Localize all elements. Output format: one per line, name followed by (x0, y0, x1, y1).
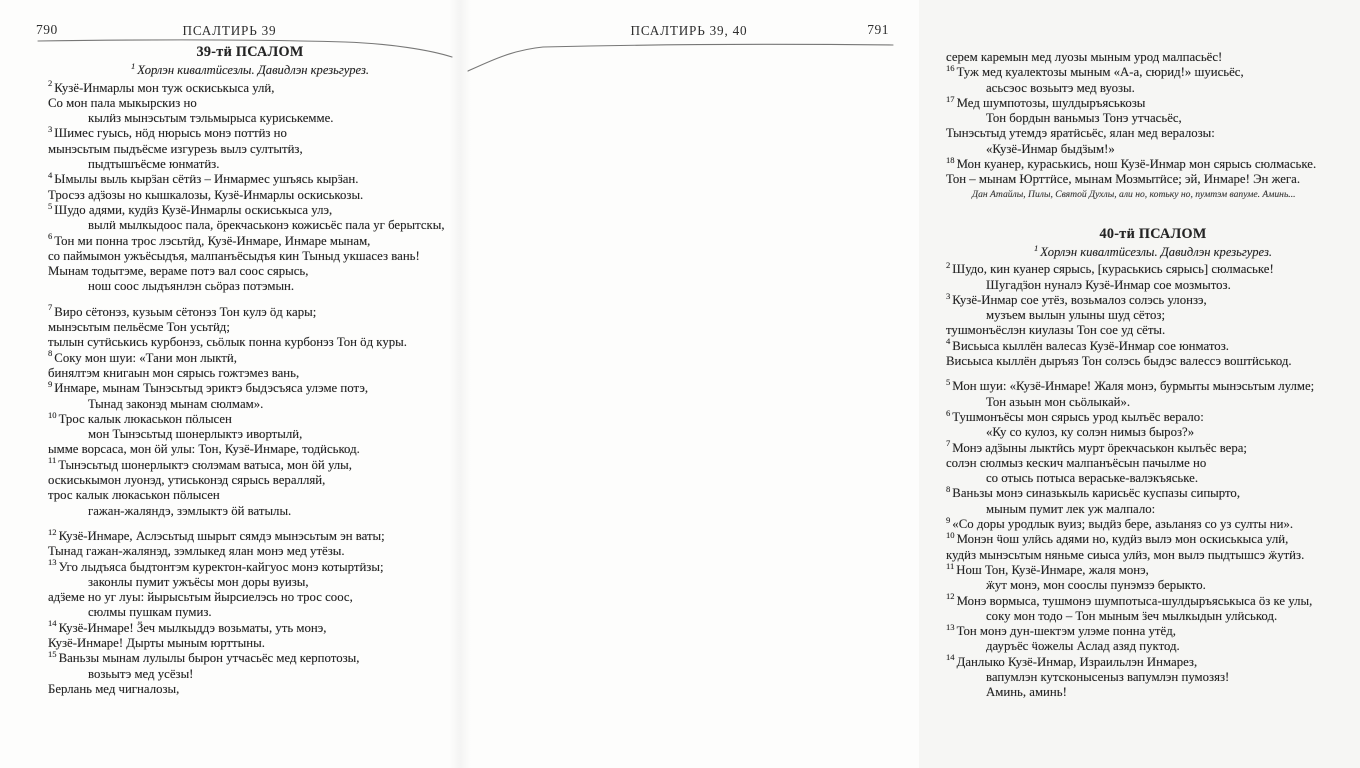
page-right (459, 0, 1317, 768)
stanza-spacer (946, 369, 1360, 379)
running-head-left: ПСАЛТИРЬ 39 (182, 23, 277, 38)
verse-line: оскиськымон луонэд, утиськонэд сярысь вералляй, (48, 473, 326, 488)
verse-number: 8 (48, 348, 53, 359)
stanza-spacer (48, 295, 452, 305)
verse-number: 2 (946, 260, 951, 270)
verse-line: $^{13}$ Тон монэ дун-шектэм улэме понна утёд, (946, 621, 1176, 639)
verse-line: Тынад гажан-жалянэд, зэмлыкед ялан монэ мед утёзы. (48, 544, 345, 559)
verse-line: $^{10}$ Трос калык люкаськон пӧлысен (48, 409, 232, 426)
verse-line: Кузё-Инмаре! Дырты мыным юрттыны. (48, 635, 265, 650)
verse-line: Тынэсьтыд утемдэ яратӥсьёс, ялан мед вералозы: (946, 126, 1215, 141)
verse-line: Мынам тодытэме, вераме потэ вал соос сярысь, (48, 264, 309, 279)
running-head-right: ПСАЛТИРЬ 39, 40 (630, 23, 748, 38)
verse-line: тылын сутӥськись курбонэз, сьӧлык понна курбонэз Тон ӧд куры. (48, 335, 407, 350)
verse-line: $^{17}$ Мед шумпотозы, шулдыръяськозы (946, 93, 1146, 110)
section-gap (946, 202, 1360, 226)
verse-line: пыдтышъёсме юнматӥз. (88, 157, 220, 172)
verse-number: 13 (946, 621, 955, 632)
verse-number: 14 (48, 618, 57, 629)
left-page-content (48, 44, 452, 697)
verse-number: 11 (48, 455, 57, 466)
verse-line: Тынад законэд мынам сюлмам». (88, 396, 264, 411)
verse-line: дауръёс ӵожелы Аслад азяд пуктод. (986, 639, 1180, 654)
verse-number: 7 (48, 302, 53, 313)
verse-line: $^{18}$ Мон куанер, кураськись, нош Кузё-Инмар мон сярысь сюлмаське. (946, 154, 1317, 172)
verse-line: бинялтэм книгаын мон сярысь гожтэмез вань, (48, 365, 300, 380)
verse-line: со отысь потыса вераське-валэкъяське. (986, 471, 1199, 486)
verse-line: $^8$ Соку мон шуи: «Тани мон лыктӥ, (48, 348, 237, 365)
verse-line: кудӥз мынэсьтым няньме сиыса улӥз, мон вылэ пыдтышсэ ӝутӥз. (946, 547, 1305, 562)
verse-number: 9 (946, 514, 951, 525)
verse-line: мон Тынэсьтыд шонерлыктэ ивортылӥ, (88, 427, 303, 442)
verse-line: Тон бордын ваньмыз Тонэ утчасьёс, (986, 111, 1182, 126)
verse-number: 16 (946, 63, 955, 74)
verse-line: $^{11}$ Нош Тон, Кузё-Инмаре, жаля монэ, (946, 560, 1149, 577)
verse-number: 2 (48, 78, 53, 89)
page-number-left: 790 (36, 22, 58, 37)
verse-number: 6 (48, 231, 53, 242)
verse-line: трос калык люкаськон пӧлысен (48, 488, 220, 503)
verse-line: $^7$ Монэ адӟыны лыктӥсь мурт ӧрекчаськон кылъёс вера; (946, 438, 1247, 455)
verse-number: 7 (946, 438, 951, 449)
verse-line: законлы пумит ужъёсы мон доры вуизы, (88, 574, 309, 589)
verse-number: 10 (48, 409, 57, 420)
verse-line: вапумлэн кутсконысеныз вапумлэн пумозяз! (986, 669, 1230, 684)
verse-line: $^9$ Инмаре, мынам Тынэсьтыд эриктэ быдэсъяса улэме потэ, (48, 378, 369, 396)
verse-number: 9 (48, 378, 53, 389)
verse-line: «Кузё-Инмар быдӟым!» (986, 141, 1115, 156)
psalm-subtitle: $^1$ Хорлэн кивалтӥсезлы. Давидлэн крезьгурез. (130, 61, 370, 78)
psalm-title: 40-тӥ ПСАЛОМ (1099, 225, 1207, 242)
verse-line: $^{16}$ Туж мед куалектозы мыным «А-а, сюрид!» шуисьёс, (946, 63, 1244, 80)
verse-number: 10 (946, 530, 955, 541)
verse-number: 13 (48, 557, 57, 568)
verse-line: Шугадӟон нуналэ Кузё-Инмар сое мозмытоз. (986, 277, 1231, 292)
verse-number: 4 (48, 170, 53, 181)
verse-line: $^5$ Шудо адями, кудӥз Кузё-Инмарлы оскиськыса улэ, (48, 200, 333, 217)
stanza-spacer (48, 519, 452, 529)
verse-line: $^3$ Шимес гуысь, нӧд нюрысь монэ поттӥз но (48, 124, 287, 141)
verse-line: $^{14}$ Данлыко Кузё-Инмар, Израильлэн Инмарез, (946, 652, 1198, 669)
verse-number: 18 (946, 154, 955, 165)
verse-line: асьсэос возьытэ мед вуозы. (986, 80, 1135, 95)
verse-number: 6 (946, 407, 951, 418)
verse-line: музъем вылын улыны шуд сётоз; (986, 308, 1166, 323)
verse-line: соку мон тодо – Тон мыным ӟеч мылкыдын улӥськод. (986, 608, 1278, 623)
verse-line: $^7$ Виро сётонэз, кузьым сётонэз Тон кулэ ӧд кары; (48, 302, 317, 319)
verse-line: Тон азьын мон сьӧлыкай». (986, 394, 1131, 409)
verse-number: 4 (946, 336, 951, 347)
verse-line: кылӥз мынэсьтым тэльмырыса куриськемме. (88, 111, 334, 126)
verse-line: со паймымон ужъёсыдъя, малпанъёсыдъя кин Тыныд укшасез вань! (48, 248, 420, 263)
verse-line: Тросэз адӟозы но кышкалозы, Кузё-Инмарлы оскиськозы. (48, 187, 364, 202)
doxology-line: Дан Атайлы, Пилы, Святой Духлы, али но, котьку но, пумтэм вапуме. Аминь... (972, 188, 1296, 200)
verse-line: $^6$ Тушмонъёсы мон сярысь урод кылъёс верало: (946, 407, 1204, 424)
verse-line: возьытэ мед усёзы! (88, 666, 194, 681)
verse-line: тушмонъёслэн киулазы Тон сое уд сёты. (946, 323, 1166, 338)
verse-line: $^2$ Шудо, кин куанер сярысь, [кураськись сярысь] сюлмаське! (946, 260, 1274, 277)
verse-number: 11 (946, 560, 955, 571)
verse-line: нош соос лыдъянлэн сьӧраз потэмын. (88, 279, 295, 294)
psalm-title: 39-тӥ ПСАЛОМ (196, 44, 304, 60)
verse-line: $^8$ Ваньзы монэ синазькыль карисьёс куспазы сипырто, (946, 484, 1241, 501)
verse-line: ымме ворсаса, мон ӧй улы: Тон, Кузё-Инмаре, тодӥськод. (48, 442, 360, 457)
right-page-content (946, 50, 1360, 701)
verse-line: $^{14}$ Кузё-Инмаре! Ӟеч мылкыддэ возьматы, уть монэ, (48, 618, 327, 635)
page-number-right: 791 (867, 22, 889, 37)
verse-number: 14 (946, 652, 955, 663)
verse-number: 17 (946, 93, 955, 104)
verse-number: 3 (48, 124, 53, 135)
verse-line: адӟеме но уг луы: йырысьтым йырсиелэсь но трос соос, (48, 590, 353, 605)
verse-line: $^{12}$ Кузё-Инмаре, Аслэсьтыд шырыт сямдэ мынэсьтым эн ваты; (48, 526, 385, 543)
verse-line: Висьыса кыллён дыръяз Тон солэсь быдэс валессэ воштӥськод. (946, 354, 1292, 369)
verse-line: Тон – мынам Юрттӥсе, мынам Мозмытӥсе; эй, Инмаре! Эн жега. (946, 172, 1301, 187)
verse-line: сюлмы пушкам пумиз. (88, 605, 212, 620)
verse-line: $^9$ «Со доры уродлык вуиз; выдӥз бере, азьланяз со уз султы ни». (946, 514, 1294, 532)
verse-line: $^3$ Кузё-Инмар сое утёз, возьмалоз солэсь улонзэ, (946, 290, 1207, 307)
verse-line: Аминь, аминь! (986, 685, 1067, 700)
verse-line: гажан-жаляндэ, зэмлыктэ ӧй ватылы. (88, 503, 292, 518)
verse-number: 5 (946, 377, 951, 388)
verse-number: 3 (946, 290, 951, 301)
verse-line: мыным пумит лек уж малпало: (986, 501, 1156, 516)
verse-number: 1 (130, 61, 136, 72)
verse-line: мынэсьтым пыдъёсме изгурезь вылэ султытӥз, (48, 141, 303, 156)
verse-line: Берлань мед чигналозы, (48, 681, 180, 696)
verse-line: мынэсьтым пельёсме Тон усьтӥд; (48, 320, 230, 335)
verse-line: $^{10}$ Монэн ӵош улӥсь адями но, кудӥз вылэ мон оскиськыса улӥ, (946, 530, 1289, 547)
verse-line: $^{12}$ Монэ вормыса, тушмонэ шумпотыса-шулдыръяськыса ӧз ке улы, (946, 591, 1313, 608)
verse-line: $^4$ Ымылы выль кырӟан сётӥз – Инмармес ушъясь кырӟан. (48, 170, 359, 187)
verse-line: «Ку со кулоз, ку солэн нимыз быроз?» (986, 425, 1195, 440)
verse-number: 5 (48, 200, 53, 211)
verse-line: $^5$ Мон шуи: «Кузё-Инмаре! Жаля монэ, бурмыты мынэсьтым лулме; (946, 377, 1315, 394)
verse-line: $^{11}$ Тынэсьтыд шонерлыктэ сюлэмам ватыса, мон ӧй улы, (48, 455, 352, 472)
verse-line: Со мон пала мыкырскиз но (48, 95, 197, 110)
verse-line: $^{15}$ Ваньзы мынам лулылы бырон утчасьёс мед керпотозы, (48, 649, 360, 666)
verse-line: солэн сюлмыз кескич малпанъёсын пачылме но (946, 455, 1207, 470)
verse-number: 15 (48, 649, 57, 660)
verse-number: 1 (1033, 242, 1039, 253)
verse-line: $^6$ Тон ми понна трос лэсьтӥд, Кузё-Инмаре, Инмаре мынам, (48, 231, 371, 248)
verse-line: $^{13}$ Уго лыдъяса быдтонтэм куректон-кайгуос монэ котыртӥзы; (48, 557, 384, 574)
verse-line: $^4$ Висьыса кыллён валесаз Кузё-Инмар сое юнматоз. (946, 336, 1229, 353)
verse-line: ӝут монэ, мон соослы пунэмзэ берыкто. (986, 578, 1206, 593)
verse-line: вылӥ мылкыдоос пала, ӧрекчаськонэ кожисьёс пала уг берытскы, (88, 218, 445, 233)
page-left (0, 0, 459, 768)
verse-number: 8 (946, 484, 951, 495)
verse-line: $^2$ Кузё-Инмарлы мон туж оскиськыса улӥ, (48, 78, 275, 95)
verse-line: серем каремын мед луозы мыным урод малпасьёс! (946, 50, 1223, 64)
verse-number: 12 (48, 526, 57, 537)
verse-number: 12 (946, 591, 955, 602)
psalm-subtitle: $^1$ Хорлэн кивалтӥсезлы. Давидлэн крезьгурез. (1033, 242, 1273, 259)
